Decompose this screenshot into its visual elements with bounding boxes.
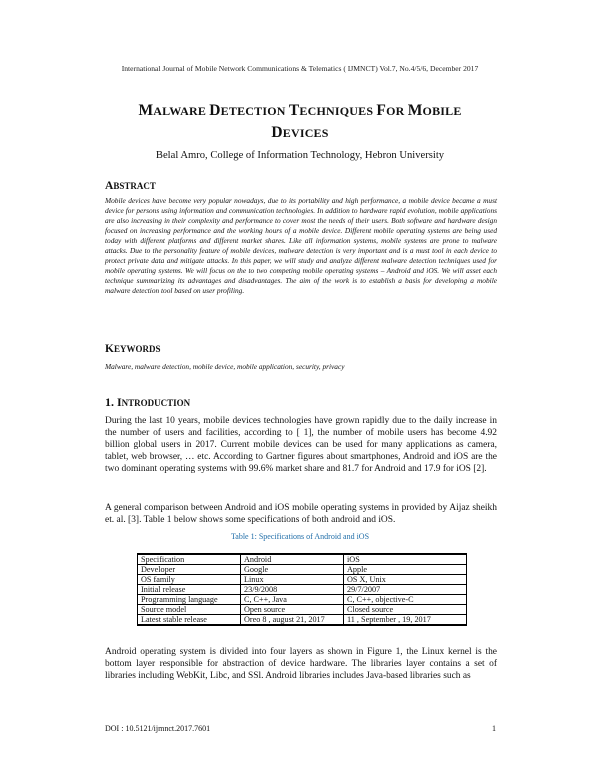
- title-word: TECHNIQUES: [288, 102, 377, 119]
- title-word: DETECTION: [209, 102, 289, 119]
- table-cell: OS X, Unix: [344, 575, 467, 585]
- table-row: [138, 605, 467, 615]
- introduction-heading: 1. INTRODUCTION: [105, 395, 191, 409]
- table-cell: Closed source: [344, 605, 467, 615]
- footer-doi: DOI : 10.5121/ijmnct.2017.7601: [105, 724, 211, 733]
- table-cell: Google: [241, 565, 344, 575]
- title-word: FOR: [376, 102, 408, 119]
- intro-paragraph-3: Android operating system is divided into four layers as shown in Figure 1, the Linux kernel is the bottom layer responsible for abstraction of device hardware. The libraries layer contains a set of libraries including WebKit, Libc, and SSl. Android libraries includes Java-based libraries such as: [105, 647, 497, 681]
- table-row: [138, 585, 467, 595]
- table-cell: Developer: [138, 565, 241, 575]
- intro-paragraph-2: A general comparison between Android and iOS mobile operating systems in provided by Aijaz sheikh et. al. [3]. Table 1 below shows some specifications of both android and iOS.: [105, 503, 497, 525]
- table-cell: C, C++, Java: [241, 595, 344, 605]
- table-cell: OS family: [138, 575, 241, 585]
- table-cell: Specification: [138, 554, 241, 565]
- table-row: [138, 575, 467, 585]
- keywords-heading: KEYWORDS: [105, 343, 161, 355]
- table-cell: Source model: [138, 605, 241, 615]
- abstract-heading: ABSTRACT: [105, 180, 156, 192]
- table-cell: Apple: [344, 565, 467, 575]
- paper-title: [100, 100, 500, 144]
- table-cell: Initial release: [138, 585, 241, 595]
- specifications-table: [137, 553, 467, 626]
- table-row: [138, 595, 467, 605]
- table-row: [138, 615, 467, 626]
- title-word: MOBILE: [407, 102, 462, 119]
- running-head: International Journal of Mobile Network Communications & Telematics ( IJMNCT) Vol.7, No.4/5/6, December 2017: [121, 64, 479, 73]
- table-row: [138, 554, 467, 565]
- page-number: 1: [492, 724, 496, 733]
- table-cell: Latest stable release: [138, 615, 241, 626]
- table-caption: Table 1: Specifications of Android and iOS: [230, 532, 370, 541]
- table-cell: Oreo 8 , august 21, 2017: [241, 615, 344, 626]
- title-line-2: [100, 122, 500, 144]
- table-row: [138, 565, 467, 575]
- title-line-1: [100, 100, 500, 122]
- author-line: Belal Amro, College of Information Technology, Hebron University: [155, 150, 445, 161]
- keywords-text: Malware, malware detection, mobile device, mobile application, security, privacy: [105, 362, 345, 371]
- table-cell: Linux: [241, 575, 344, 585]
- table-cell: 23/9/2008: [241, 585, 344, 595]
- table-cell: 11 , September , 19, 2017: [344, 615, 467, 626]
- intro-paragraph-1: During the last 10 years, mobile devices technologies have grown rapidly due to the daily increase in the number of users and facilities, according to [ 1], the number of mobile users has become 4.92 billion global users in 2017. Current mobile devices can be used for many applications as camera, tablet, web browser, … etc. According to Gartner figures about smartphones, Android and iOS are the two dominant operating systems with 99.6% market share and 81.7 for Android and 17.9 for iOS [2].: [105, 416, 497, 474]
- table-cell: Open source: [241, 605, 344, 615]
- abstract-text: Mobile devices have become very popular nowadays, due to its portability and high performance, a mobile device became a must device for persons using information and communication technologies. In addition to hardware rapid evolution, mobile applications are also increasing in their complexity and performance to cover most the needs of their users. Both software and hardware design focused on increasing performance and the working hours of a mobile device. Different mobile operating systems are being used today with different platforms and different market shares. Like all information systems, mobile systems are prone to malware attacks. Due to the personality feature of mobile devices, malware detection is very important and is a must tool in each device to protect private data and mitigate attacks. In this paper, we will study and analyze different malware detection techniques used for mobile operating systems. We will focus on the to two competing mobile operating systems – Android and iOS. We will asset each technique summarizing its advantages and disadvantages. The aim of the work is to establish a basis for developing a mobile malware detection tool based on user profiling.: [105, 196, 497, 295]
- table-cell: iOS: [344, 554, 467, 565]
- table-cell: Programming language: [138, 595, 241, 605]
- title-word: MALWARE: [138, 102, 210, 119]
- table-cell: Android: [241, 554, 344, 565]
- table-cell: C, C++, objective-C: [344, 595, 467, 605]
- title-word: DEVICES: [271, 124, 329, 141]
- table-cell: 29/7/2007: [344, 585, 467, 595]
